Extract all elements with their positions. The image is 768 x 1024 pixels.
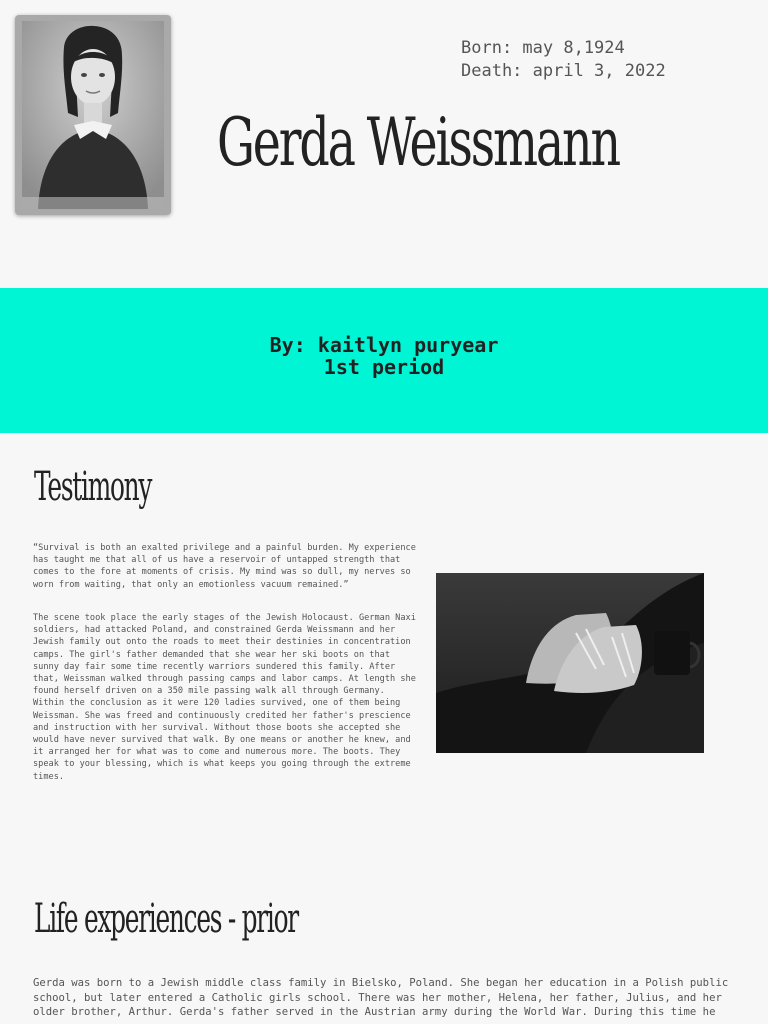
- portrait-photo: [22, 21, 164, 209]
- death-date: Death: april 3, 2022: [461, 61, 666, 81]
- page-title: Gerda Weissmann: [217, 104, 619, 181]
- testimony-story: The scene took place the early stages of the Jewish Holocaust. German Naxi soldiers, had attacked Poland, and constrained Gerda Weissmann and her Jewish family out onto the roads to meet their destinies in concentration camps. The girl's father demanded that she wear her ski boots on that sunny day fair some time recently warriors sundered this family. After that, Weissman walked through passing camps and labor camps. At length she found herself driven on a 350 mile passing walk all through Germany. Within the conclusion as it were 120 ladies survived, one of them being Weissman. She was freed and continuously credited her father's prescience and instruction with her survival. Without those boots she accepted she would have never survived that walk. By one means or another he knew, and it arranged her for what was to come and numerous more. The boots. They speak to your blessing, which is what keeps you going through the extreme times.: [33, 613, 416, 782]
- class-period: 1st period: [323, 355, 445, 379]
- portrait-photo-frame: [15, 15, 171, 215]
- life-dates: [461, 37, 666, 83]
- boots-photo: [436, 573, 704, 753]
- author-name: By: kaitlyn puryear: [269, 333, 499, 357]
- testimony-heading: Testimony: [34, 464, 152, 510]
- life-experiences-heading: Life experiences - prior: [34, 896, 298, 942]
- testimony-quote: “Survival is both an exalted privilege and a painful burden. My experience has taught me that all of us have a reservoir of untapped strength that comes to the fore at moments of crisis. My mind was so dull, my nerves so worn from waiting, that only an emotionless vacuum remained.”: [33, 543, 416, 590]
- birth-date: Born: may 8,1924: [461, 38, 625, 58]
- life-experiences-text: Gerda was born to a Jewish middle class family in Bielsko, Poland. She began her education in a Polish public school, but later entered a Catholic girls school. There was her mother, Helena, her father, Julius, and her older brother, Arthur. Gerda's father served in the Austrian army during the World War. During this time he: [33, 977, 729, 1018]
- author-banner: [0, 288, 768, 433]
